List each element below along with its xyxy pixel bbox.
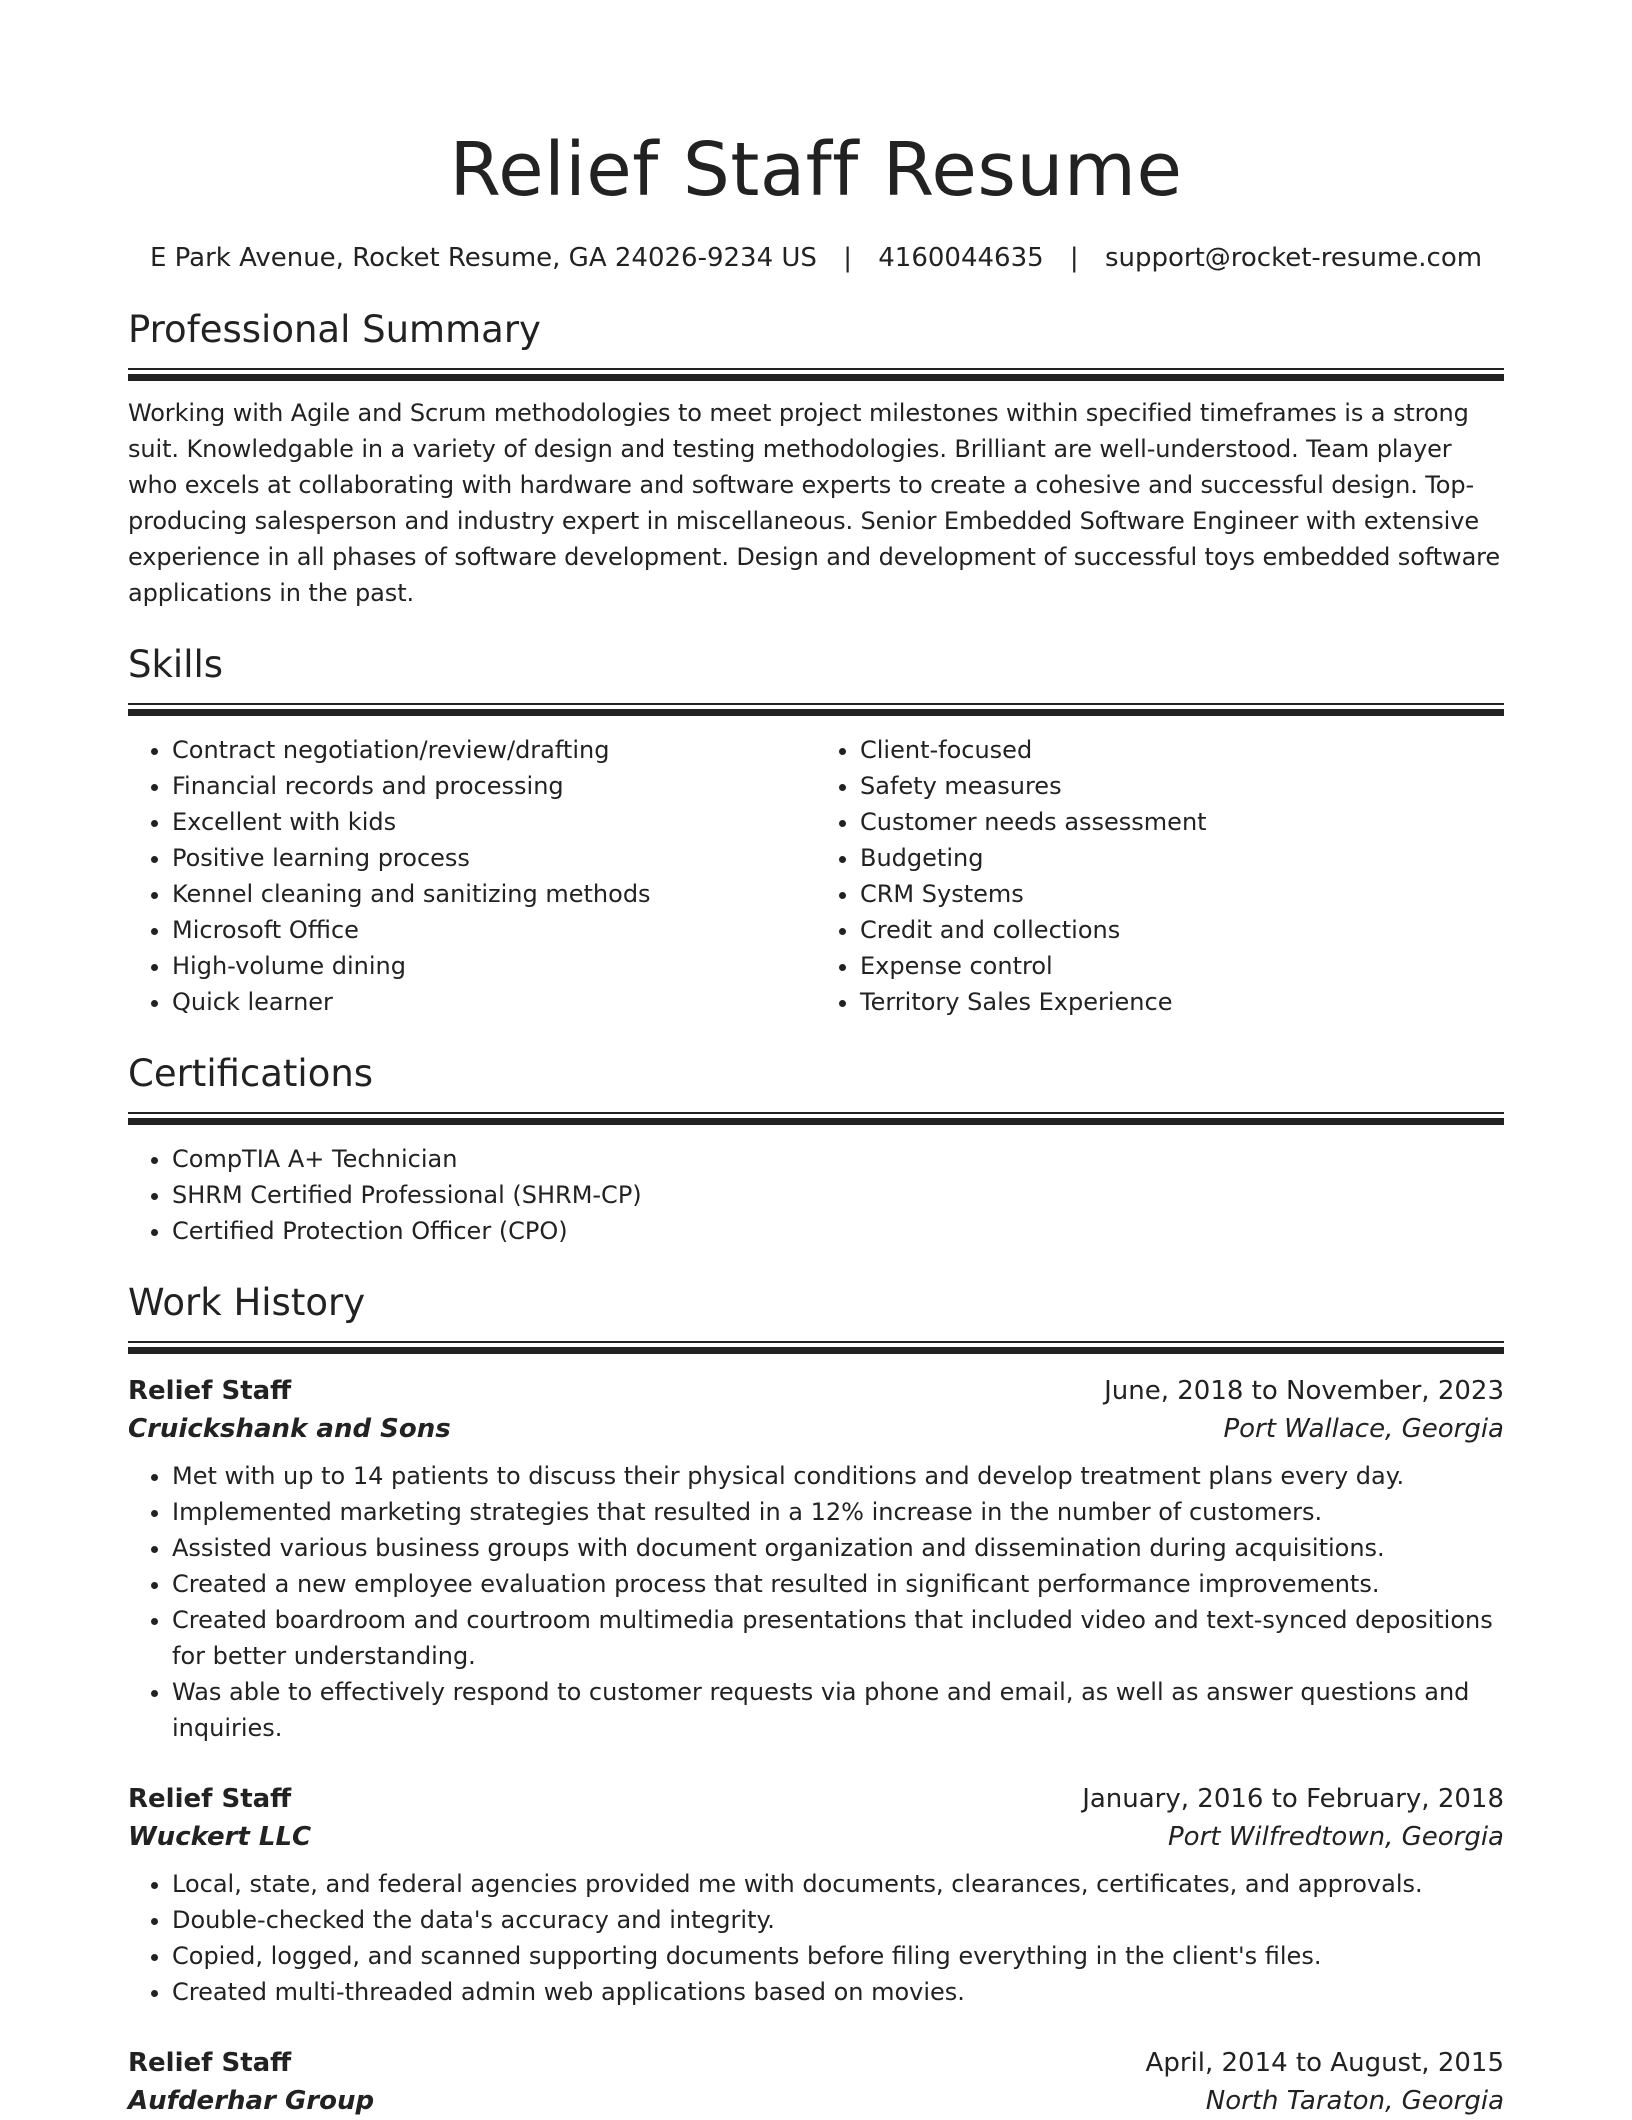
skill-item: • Budgeting xyxy=(860,840,1504,876)
job-entry xyxy=(128,1372,1504,1746)
certifications-section xyxy=(128,1050,1504,1249)
job-company-row xyxy=(128,1818,1504,1856)
certifications-list xyxy=(128,1141,1504,1249)
job-company-row xyxy=(128,2082,1504,2120)
job-bullet: • Double-checked the data's accuracy and integrity. xyxy=(172,1902,1504,1938)
job-bullet: • Met with up to 14 patients to discuss their physical conditions and develop treatment plans every day. xyxy=(172,1458,1504,1494)
skill-item: • CRM Systems xyxy=(860,876,1504,912)
job-bullet: • Local, state, and federal agencies provided me with documents, clearances, certificates, and approvals. xyxy=(172,1866,1504,1902)
resume-title: Relief Staff Resume xyxy=(449,127,1183,213)
job-bullet: • Created boardroom and courtroom multimedia presentations that included video and text-synced depositions for better understanding. xyxy=(172,1602,1504,1674)
section-divider xyxy=(128,368,1504,370)
summary-text: Working with Agile and Scrum methodologies to meet project milestones within specified timeframes is a strong suit. Knowledgable in a variety of design and testing methodologies. Brilliant are well-understood. Team player who excels at collaborating with hardware and software experts to create a cohesive and successful design. Top-producing salesperson and industry expert in miscellaneous. Senior Embedded Software Engineer with extensive experience in all phases of software development. Design and development of successful toys embedded software applications in the past. xyxy=(128,399,1501,607)
job-entry xyxy=(128,2044,1504,2120)
job-header-row xyxy=(128,1372,1504,1410)
skill-item: • Quick learner xyxy=(172,984,816,1020)
contact-line xyxy=(128,240,1504,276)
job-header-row xyxy=(128,2044,1504,2082)
contact-email: support@rocket-resume.com xyxy=(1104,243,1483,273)
job-title: Relief Staff xyxy=(128,1376,292,1406)
job-bullet: • Was able to effectively respond to customer requests via phone and email, as well as answer questions and inquiries. xyxy=(172,1674,1504,1746)
skill-item: • Excellent with kids xyxy=(172,804,816,840)
skill-item: • Financial records and processing xyxy=(172,768,816,804)
contact-address: E Park Avenue, Rocket Resume, GA 24026-9234 US xyxy=(149,243,817,273)
skills-list-right xyxy=(816,732,1504,1020)
section-divider xyxy=(128,1112,1504,1114)
skills-list-left xyxy=(128,732,816,1020)
skill-item: • Microsoft Office xyxy=(172,912,816,948)
job-location: Port Wilfredtown, Georgia xyxy=(1167,1822,1504,1852)
job-location: Port Wallace, Georgia xyxy=(1223,1414,1504,1444)
job-location: North Taraton, Georgia xyxy=(1205,2086,1504,2116)
skill-item: • High-volume dining xyxy=(172,948,816,984)
section-divider xyxy=(128,374,1504,381)
summary-section xyxy=(128,306,1504,611)
work-history-heading: Work History xyxy=(128,1281,366,1324)
contact-separator: | xyxy=(843,243,852,273)
skills-heading: Skills xyxy=(128,643,224,686)
skill-item: • Customer needs assessment xyxy=(860,804,1504,840)
skills-section xyxy=(128,641,1504,1020)
job-dates: January, 2016 to February, 2018 xyxy=(1082,1784,1504,1814)
job-bullet: • Implemented marketing strategies that resulted in a 12% increase in the number of customers. xyxy=(172,1494,1504,1530)
contact-separator: | xyxy=(1069,243,1079,273)
section-divider xyxy=(128,1118,1504,1125)
job-bullet: • Copied, logged, and scanned supporting documents before filing everything in the client's files. xyxy=(172,1938,1504,1974)
work-history-section xyxy=(128,1279,1504,2120)
job-bullet: • Assisted various business groups with document organization and dissemination during acquisitions. xyxy=(172,1530,1504,1566)
job-bullet: • Created multi-threaded admin web applications based on movies. xyxy=(172,1974,1504,2010)
job-company: Wuckert LLC xyxy=(128,1822,312,1852)
certification-item: • SHRM Certified Professional (SHRM-CP) xyxy=(172,1177,1504,1213)
section-divider xyxy=(128,1347,1504,1354)
certification-item: • CompTIA A+ Technician xyxy=(172,1141,1504,1177)
skill-item: • Kennel cleaning and sanitizing methods xyxy=(172,876,816,912)
certification-item: • Certified Protection Officer (CPO) xyxy=(172,1213,1504,1249)
job-company: Cruickshank and Sons xyxy=(128,1414,451,1444)
summary-heading: Professional Summary xyxy=(128,308,541,351)
job-bullets xyxy=(128,1866,1504,2010)
job-company-row xyxy=(128,1410,1504,1448)
section-divider xyxy=(128,709,1504,716)
certifications-heading: Certifications xyxy=(128,1052,374,1095)
job-entry xyxy=(128,1780,1504,2010)
job-title: Relief Staff xyxy=(128,2048,292,2078)
contact-phone: 4160044635 xyxy=(878,243,1044,273)
job-title: Relief Staff xyxy=(128,1784,292,1814)
skill-item: • Safety measures xyxy=(860,768,1504,804)
skill-item: • Expense control xyxy=(860,948,1504,984)
skill-item: • Contract negotiation/review/drafting xyxy=(172,732,816,768)
skill-item: • Client-focused xyxy=(860,732,1504,768)
skills-grid xyxy=(128,732,1504,1020)
section-divider xyxy=(128,1341,1504,1343)
skill-item: • Territory Sales Experience xyxy=(860,984,1504,1020)
skill-item: • Positive learning process xyxy=(172,840,816,876)
skill-item: • Credit and collections xyxy=(860,912,1504,948)
job-dates: June, 2018 to November, 2023 xyxy=(1104,1376,1504,1406)
job-bullets xyxy=(128,1458,1504,1746)
job-company: Aufderhar Group xyxy=(128,2086,375,2116)
job-bullet: • Created a new employee evaluation process that resulted in significant performance improvements. xyxy=(172,1566,1504,1602)
section-divider xyxy=(128,703,1504,705)
job-header-row xyxy=(128,1780,1504,1818)
job-dates: April, 2014 to August, 2015 xyxy=(1145,2048,1504,2078)
